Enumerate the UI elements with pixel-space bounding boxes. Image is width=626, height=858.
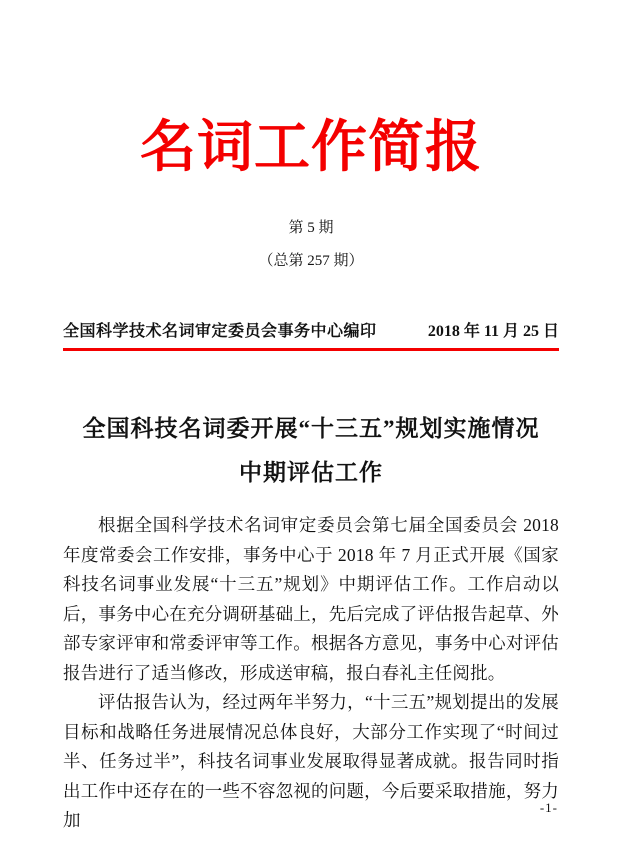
masthead-title: 名词工作简报	[140, 117, 482, 179]
article-title	[63, 407, 559, 495]
article-title-line2: 中期评估工作	[239, 460, 383, 486]
article-paragraph: 评估报告认为，经过两年半努力，“十三五”规划提出的发展目标和战略任务进展情况总体良好，大部分工作实现了“时间过半、任务过半”，科技名词事业发展取得显著成就。报告同时指出工作中还存在的一些不容忽视的问题，今后要采取措施，努力加	[63, 692, 559, 831]
cumulative-issue-number: （总第 257 期）	[258, 253, 364, 270]
publish-date: 2018 年 11 月 25 日	[427, 323, 559, 341]
issue-number: 第 5 期	[288, 220, 334, 237]
publisher-row	[63, 318, 559, 351]
article-paragraph: 根据全国科学技术名词审定委员会第七届全国委员会 2018 年度常委会工作安排，事务中心于 2018 年 7 月正式开展《国家科技名词事业发展“十三五”规划》中期评估工作。工作启动以后，事务中心在充分调研基础上，先后完成了评估报告起草、外部专家评审和常委评审等工作。根据各方意见，事务中心对评估报告进行了适当修改，形成送审稿，报白春礼主任阅批。	[63, 515, 559, 683]
article-title-line1: 全国科技名词委开展“十三五”规划实施情况	[82, 416, 540, 442]
article-body	[63, 511, 559, 836]
publisher-name: 全国科学技术名词审定委员会事务中心编印	[63, 323, 377, 341]
page-content	[63, 0, 559, 836]
page-number: -1-	[539, 800, 558, 815]
